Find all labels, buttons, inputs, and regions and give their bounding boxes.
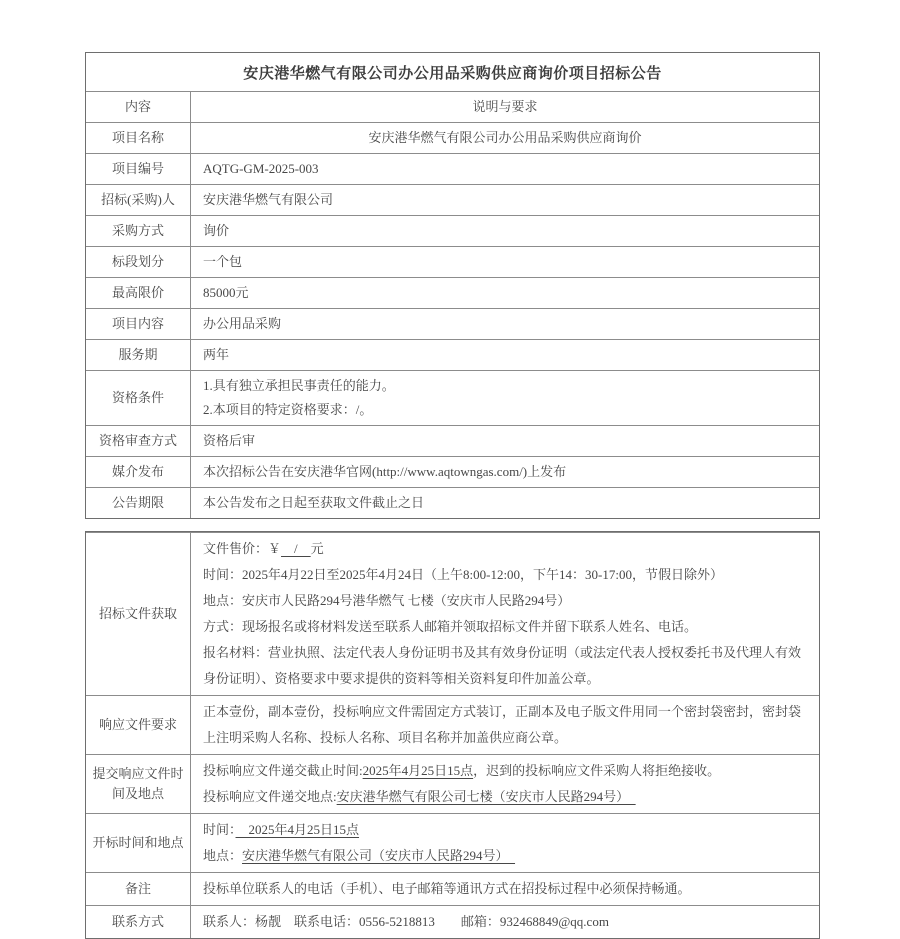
underlined-text: 2025年4月25日15点 bbox=[362, 763, 474, 778]
value-line bbox=[203, 536, 807, 562]
text-segment: 地点： bbox=[203, 848, 243, 863]
text-segment: 正本壹份，副本壹份，投标响应文件需固定方式装订，正副本及电子版文件用同一个密封袋密封，密封袋上注明采购人名称、投标人名称、项目名称并加盖供应商公章。 bbox=[203, 704, 802, 745]
value-line bbox=[203, 876, 807, 902]
text-segment: 两年 bbox=[203, 347, 230, 362]
text-segment: 投标单位联系人的电话（手机）、电子邮箱等通讯方式在招投标过程中必须保持畅通。 bbox=[203, 881, 691, 896]
table-row bbox=[86, 91, 819, 122]
announcement-table-details bbox=[85, 531, 820, 939]
main-table-rows bbox=[86, 91, 819, 518]
underlined-text: 安庆港华燃气有限公司七楼（安庆市人民路294号） bbox=[336, 789, 636, 804]
row-label: 资格审查方式 bbox=[86, 426, 191, 456]
value-line bbox=[203, 843, 807, 869]
text-segment: 本公告发布之日起至获取文件截止之日 bbox=[203, 495, 425, 510]
row-value bbox=[191, 426, 819, 456]
row-value bbox=[191, 755, 819, 813]
row-label: 标段划分 bbox=[86, 247, 191, 277]
row-value bbox=[191, 123, 819, 153]
text-segment: 本次招标公告在安庆港华官网(http://www.aqtowngas.com/)上发布 bbox=[203, 464, 567, 479]
text-segment: 投标响应文件递交地点: bbox=[203, 789, 337, 804]
value-line bbox=[203, 157, 807, 181]
value-line bbox=[203, 429, 807, 453]
row-label: 提交响应文件时间及地点 bbox=[86, 755, 191, 813]
text-segment: 说明与要求 bbox=[472, 99, 538, 114]
row-label: 公告期限 bbox=[86, 488, 191, 518]
row-label: 备注 bbox=[86, 873, 191, 905]
row-value bbox=[191, 92, 819, 122]
value-line bbox=[203, 250, 807, 274]
row-label: 内容 bbox=[86, 92, 191, 122]
row-value bbox=[191, 371, 819, 425]
value-line bbox=[472, 95, 537, 119]
row-value bbox=[191, 906, 819, 938]
announcement-table-main bbox=[85, 52, 820, 519]
value-line bbox=[203, 312, 807, 336]
table-row bbox=[86, 246, 819, 277]
table-row bbox=[86, 695, 819, 754]
value-line bbox=[203, 614, 807, 640]
details-table-rows bbox=[86, 532, 819, 938]
table-row bbox=[86, 425, 819, 456]
page-title: 安庆港华燃气有限公司办公用品采购供应商询价项目招标公告 bbox=[243, 65, 662, 82]
row-value bbox=[191, 185, 819, 215]
row-label: 项目编号 bbox=[86, 154, 191, 184]
value-line bbox=[203, 219, 807, 243]
table-row bbox=[86, 905, 819, 938]
text-segment: 一个包 bbox=[203, 254, 243, 269]
text-segment: 询价 bbox=[203, 223, 230, 238]
value-line bbox=[203, 343, 807, 367]
row-label: 开标时间和地点 bbox=[86, 814, 191, 872]
table-row bbox=[86, 754, 819, 813]
text-segment: 安庆港华燃气有限公司 bbox=[203, 192, 334, 207]
underlined-text: / bbox=[281, 541, 311, 556]
row-value bbox=[191, 309, 819, 339]
text-segment: 2.本项目的特定资格要求：/。 bbox=[203, 402, 373, 417]
row-label: 项目内容 bbox=[86, 309, 191, 339]
row-value bbox=[191, 873, 819, 905]
row-label: 招标文件获取 bbox=[86, 533, 191, 695]
value-line bbox=[203, 460, 807, 484]
table-row bbox=[86, 277, 819, 308]
value-line bbox=[203, 758, 807, 784]
value-line bbox=[203, 909, 807, 935]
text-segment: 地点：安庆市人民路294号港华燃气 七楼（安庆市人民路294号） bbox=[203, 593, 571, 608]
text-segment: AQTG-GM-2025-003 bbox=[203, 161, 319, 176]
value-line bbox=[203, 562, 807, 588]
row-label: 最高限价 bbox=[86, 278, 191, 308]
text-segment: 1.具有独立承担民事责任的能力。 bbox=[203, 378, 395, 393]
row-label: 媒介发布 bbox=[86, 457, 191, 487]
text-segment: 报名材料：营业执照、法定代表人身份证明书及其有效身份证明（或法定代表人授权委托书及代理人有效身份证明）、资格要求中要求提供的资料等相关资料复印件加盖公章。 bbox=[203, 645, 802, 686]
value-line bbox=[203, 817, 807, 843]
text-segment: 85000元 bbox=[203, 285, 249, 300]
table-row bbox=[86, 153, 819, 184]
value-line bbox=[203, 398, 807, 422]
row-label: 资格条件 bbox=[86, 371, 191, 425]
value-line bbox=[203, 699, 807, 751]
text-segment: 文件售价：￥ bbox=[203, 541, 282, 556]
underlined-text: 安庆港华燃气有限公司（安庆市人民路294号） bbox=[242, 848, 516, 863]
table-row bbox=[86, 122, 819, 153]
value-line bbox=[203, 281, 807, 305]
table-row bbox=[86, 215, 819, 246]
text-segment: 时间： bbox=[203, 822, 236, 837]
text-segment: 资格后审 bbox=[203, 433, 256, 448]
text-segment: 时间：2025年4月22日至2025年4月24日（上午8:00-12:00，下午14：30-17:00，节假日除外） bbox=[203, 567, 723, 582]
row-value bbox=[191, 696, 819, 754]
text-segment: 投标响应文件递交截止时间: bbox=[203, 763, 363, 778]
row-value bbox=[191, 154, 819, 184]
text-segment: 联系人：杨靓 联系电话：0556-5218813 邮箱：932468849@qq.com bbox=[203, 914, 609, 929]
table-row bbox=[86, 184, 819, 215]
row-label: 联系方式 bbox=[86, 906, 191, 938]
table-row bbox=[86, 370, 819, 425]
row-value bbox=[191, 457, 819, 487]
value-line bbox=[368, 126, 641, 150]
table-row bbox=[86, 872, 819, 905]
value-line bbox=[203, 784, 807, 810]
text-segment: 安庆港华燃气有限公司办公用品采购供应商询价 bbox=[368, 130, 642, 145]
row-value bbox=[191, 247, 819, 277]
row-label: 响应文件要求 bbox=[86, 696, 191, 754]
underlined-text: 2025年4月25日15点 bbox=[235, 822, 360, 837]
row-label: 服务期 bbox=[86, 340, 191, 370]
row-value bbox=[191, 533, 819, 695]
row-value bbox=[191, 216, 819, 246]
row-value bbox=[191, 278, 819, 308]
table-row bbox=[86, 308, 819, 339]
text-segment: ，迟到的投标响应文件采购人将拒绝接收。 bbox=[473, 763, 721, 778]
text-segment: 办公用品采购 bbox=[203, 316, 282, 331]
row-value bbox=[191, 814, 819, 872]
value-line bbox=[203, 188, 807, 212]
row-value bbox=[191, 340, 819, 370]
row-label: 项目名称 bbox=[86, 123, 191, 153]
value-line bbox=[203, 491, 807, 515]
table-row bbox=[86, 487, 819, 518]
text-segment: 方式：现场报名或将材料发送至联系人邮箱并领取招标文件并留下联系人姓名、电话。 bbox=[203, 619, 698, 634]
announcement-document bbox=[85, 52, 820, 939]
row-label: 采购方式 bbox=[86, 216, 191, 246]
row-value bbox=[191, 488, 819, 518]
text-segment: 元 bbox=[310, 541, 324, 556]
value-line bbox=[203, 640, 807, 692]
row-label: 招标(采购)人 bbox=[86, 185, 191, 215]
value-line bbox=[203, 374, 807, 398]
table-row bbox=[86, 813, 819, 872]
value-line bbox=[203, 588, 807, 614]
table-row bbox=[86, 339, 819, 370]
table-row bbox=[86, 456, 819, 487]
table-row bbox=[86, 532, 819, 695]
